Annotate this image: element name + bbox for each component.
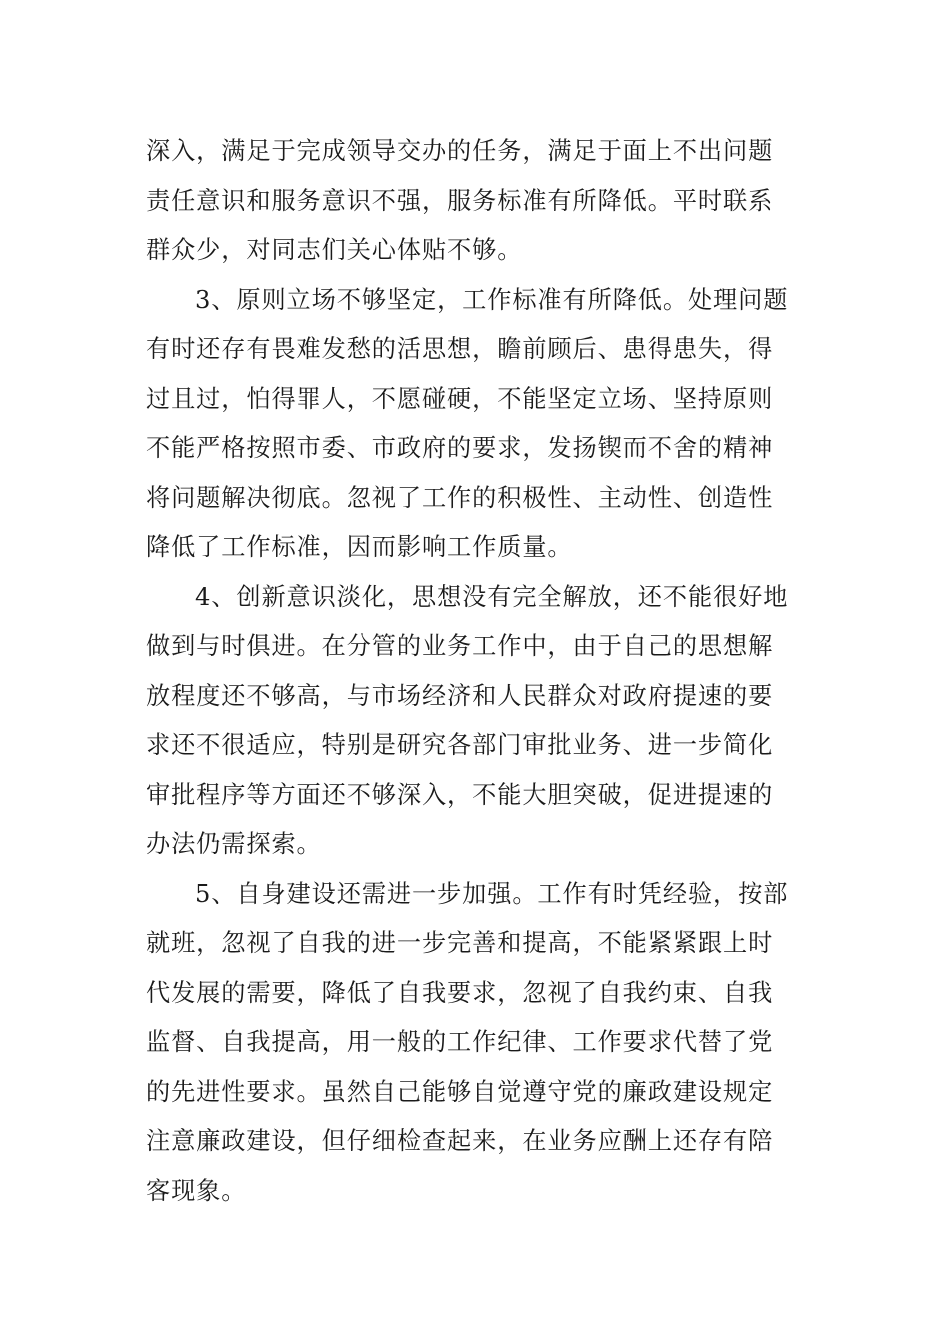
text-line: 的先进性要求。虽然自己能够自觉遵守党的廉政建设规定: [146, 1077, 774, 1106]
body-text: [146, 127, 816, 1216]
text-line: 降低了工作标准，因而影响工作质量。: [146, 533, 573, 561]
text-line: 客现象。: [146, 1176, 247, 1205]
text-line: 做到与时俱进。在分管的业务工作中，由于自己的思想解: [146, 632, 774, 660]
text-line: 审批程序等方面还不够深入，不能大胆突破，促进提速的: [146, 780, 774, 809]
paragraph-first-line: 5、自身建设还需进一步加强。工作有时凭经验，按部: [195, 879, 789, 908]
paragraph-first-line: 3、原则立场不够坚定，工作标准有所降低。处理问题: [195, 285, 789, 314]
text-line: 责任意识和服务意识不强，服务标准有所降低。平时联系: [146, 186, 774, 215]
text-line: 群众少，对同志们关心体贴不够。: [146, 236, 523, 264]
text-line: 代发展的需要，降低了自我要求，忽视了自我约束、自我: [146, 978, 774, 1007]
text-line: 放程度还不够高，与市场经济和人民群众对政府提速的要: [146, 681, 774, 710]
text-line: 将问题解决彻底。忽视了工作的积极性、主动性、创造性: [146, 483, 774, 512]
text-line: 深入，满足于完成领导交办的任务，满足于面上不出问题: [146, 137, 774, 165]
text-line: 求还不很适应，特别是研究各部门审批业务、进一步简化: [146, 731, 774, 759]
paragraph-first-line: 4、创新意识淡化，思想没有完全解放，还不能很好地: [195, 582, 789, 611]
text-line: 不能严格按照市委、市政府的要求，发扬锲而不舍的精神: [146, 434, 774, 462]
text-line: 办法仍需探索。: [146, 830, 322, 858]
text-line: 注意廉政建设，但仔细检查起来，在业务应酬上还存有陪: [146, 1127, 774, 1155]
text-line: 就班，忽视了自我的进一步完善和提高，不能紧紧跟上时: [146, 929, 774, 957]
text-line: 监督、自我提高，用一般的工作纪律、工作要求代替了党: [146, 1028, 774, 1056]
text-line: 有时还存有畏难发愁的活思想，瞻前顾后、患得患失，得: [146, 335, 774, 363]
text-line: 过且过，怕得罪人，不愿碰硬，不能坚定立场、坚持原则: [146, 384, 774, 413]
